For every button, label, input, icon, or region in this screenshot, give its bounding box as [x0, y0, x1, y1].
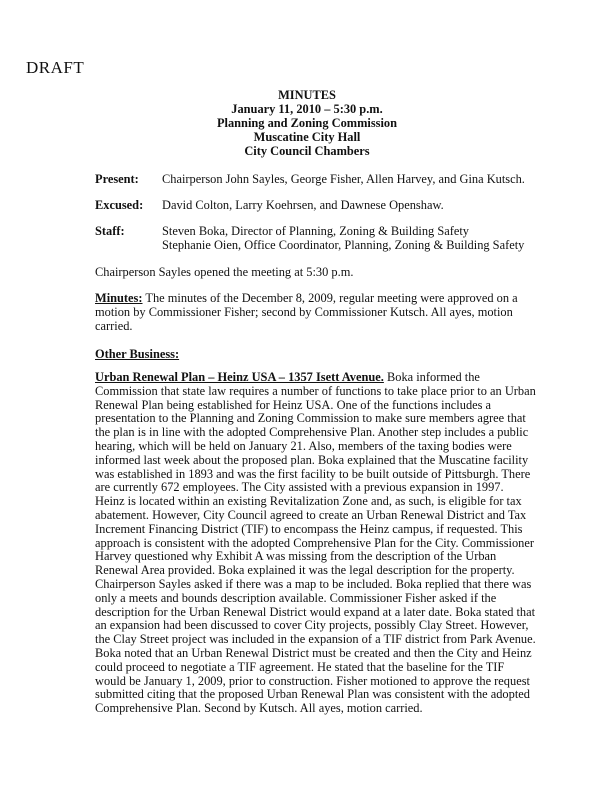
- urban-line: the plan is in line with the adopted Comprehensive Plan. Another step includes a public: [95, 425, 529, 440]
- urban-line: was established in 1893 and was the first facility to be built outside of Pittsburgh. There: [95, 466, 531, 481]
- draft-label: DRAFT: [26, 58, 85, 77]
- urban-heading: Urban Renewal Plan – Heinz USA – 1357 Isett Avenue.: [95, 370, 384, 384]
- urban-line: approach is consistent with the adopted Comprehensive Plan for the City. Commissioner: [95, 535, 534, 550]
- minutes-line: The minutes of the December 8, 2009, regular meeting were approved on a: [142, 291, 518, 305]
- staff-line: Steven Boka, Director of Planning, Zoning & Building Safety: [162, 224, 469, 238]
- excused-value: David Colton, Larry Koehrsen, and Dawnese Openshaw.: [162, 198, 444, 212]
- header-commission: Planning and Zoning Commission: [216, 116, 398, 130]
- urban-line: abatement. However, City Council agreed to create an Urban Renewal District and Tax: [95, 507, 527, 522]
- minutes-header: [0, 88, 614, 158]
- staff-label: Staff:: [95, 224, 125, 238]
- present-label: Present:: [95, 172, 139, 186]
- opened-text: Chairperson Sayles opened the meeting at 5:30 p.m.: [95, 265, 354, 279]
- urban-line: only a meets and bounds description available. Commissioner Fisher asked if the: [95, 590, 497, 605]
- urban-line: submitted citing that the proposed Urban Renewal Plan was consistent with the adopted: [95, 687, 530, 702]
- urban-line: Chairperson Sayles asked if there was a map to be included. Boka replied that there was: [95, 576, 532, 591]
- minutes-heading: Minutes:: [95, 291, 143, 305]
- urban-line: the Clay Street project was included in the expansion of a TIF district from Park Avenue.: [95, 632, 536, 647]
- header-location: Muscatine City Hall: [253, 130, 361, 144]
- urban-line: presentation to the Planning and Zoning Commission to make sure members agree that: [95, 411, 526, 426]
- staff-line: Stephanie Oien, Office Coordinator, Planning, Zoning & Building Safety: [162, 238, 525, 252]
- header-room: City Council Chambers: [244, 144, 370, 158]
- header-title: MINUTES: [278, 88, 336, 102]
- urban-line: Heinz is located within an existing Revitalization Zone and, as such, is eligible for tax: [95, 494, 522, 509]
- urban-line: description for the Urban Renewal District would expand at a later date. Boka stated that: [95, 604, 536, 619]
- urban-line: would be January 1, 2009, prior to construction. Fisher motioned to approve the request: [95, 673, 530, 688]
- urban-line: Increment Financing District (TIF) to encompass the Heinz campus, if requested. This: [95, 521, 523, 536]
- urban-line: hearing, which will be held on January 21. Also, members of the taxing bodies were: [95, 438, 512, 453]
- urban-line: informed last week about the proposed plan. Boka explained that the Muscatine facility: [95, 452, 529, 467]
- urban-line: Renewal Plan being established for Heinz USA. One of the functions includes a: [95, 397, 492, 412]
- urban-line: Commission that state law requires a number of functions to take place prior to an Urban: [95, 383, 536, 398]
- urban-line: could proceed to negotiate a TIF agreement. He stated that the baseline for the TIF: [95, 659, 505, 674]
- urban-line: Comprehensive Plan. Second by Kutsch. All ayes, motion carried.: [95, 701, 423, 716]
- other-business-heading: Other Business:: [95, 347, 180, 361]
- urban-renewal-section: [95, 371, 536, 716]
- urban-line: Boka informed the: [383, 370, 480, 384]
- urban-line: Renewal Area provided. Boka explained it was the legal description for the property.: [95, 563, 515, 578]
- urban-line: are currently 672 employees. The City assisted with a previous expansion in 1997.: [95, 480, 504, 495]
- minutes-line: motion by Commissioner Fisher; second by Commissioner Kutsch. All ayes, motion: [95, 304, 513, 319]
- urban-line: Harvey questioned why Exhibit A was missing from the description of the Urban: [95, 549, 497, 564]
- header-date: January 11, 2010 – 5:30 p.m.: [231, 102, 383, 116]
- minutes-line: carried.: [95, 318, 133, 333]
- present-value: Chairperson John Sayles, George Fisher, Allen Harvey, and Gina Kutsch.: [162, 172, 525, 186]
- urban-line: an expansion had been discussed to cover City projects, possibly Clay Street. However,: [95, 618, 529, 633]
- excused-label: Excused:: [95, 198, 144, 212]
- minutes-section: [95, 292, 518, 333]
- urban-line: Boka noted that an Urban Renewal District must be created and then the City and Heinz: [95, 645, 532, 660]
